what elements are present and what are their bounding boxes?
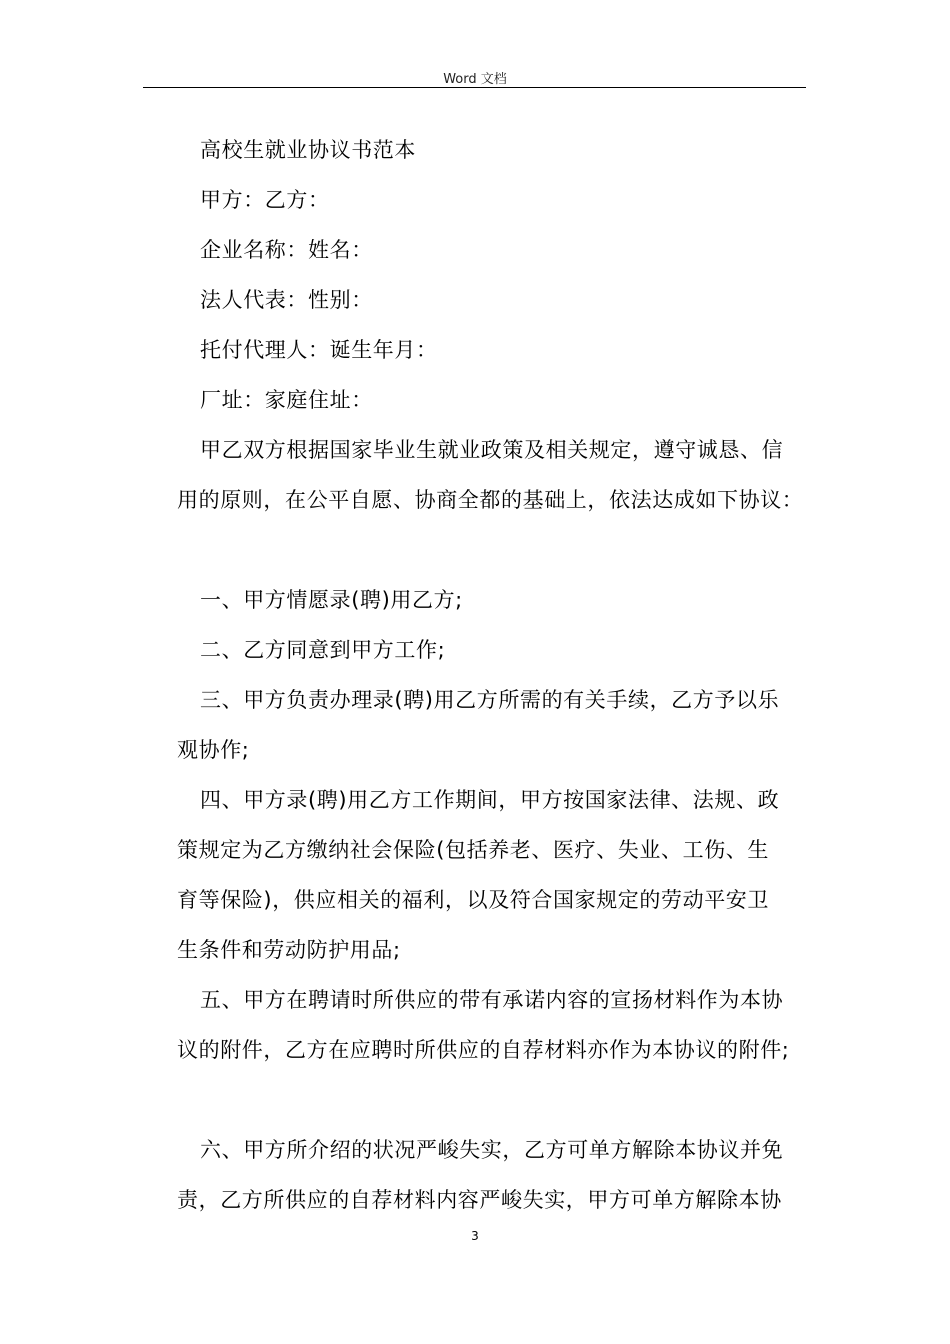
legal-rep-line: 法人代表：性别： xyxy=(200,288,373,312)
company-name-line: 企业名称：姓名： xyxy=(200,238,373,262)
clause-line: 观协作; xyxy=(177,738,250,762)
clause-line: 议的附件，乙方在应聘时所供应的自荐材料亦作为本协议的附件; xyxy=(177,1038,790,1062)
clause-line: 二、乙方同意到甲方工作; xyxy=(200,638,446,662)
clause-line: 五、甲方在聘请时所供应的带有承诺内容的宣扬材料作为本协 xyxy=(200,988,784,1012)
clause-line: 六、甲方所介绍的状况严峻失实，乙方可单方解除本协议并免 xyxy=(200,1138,784,1162)
header-divider xyxy=(143,87,806,88)
clause-line: 策规定为乙方缴纳社会保险(包括养老、医疗、失业、工伤、生 xyxy=(177,838,769,862)
clause-line: 责，乙方所供应的自荐材料内容严峻失实，甲方可单方解除本协 xyxy=(177,1188,782,1212)
address-line: 厂址：家庭住址： xyxy=(200,388,373,412)
clause-line: 三、甲方负责办理录(聘)用乙方所需的有关手续，乙方予以乐 xyxy=(200,688,780,712)
clause-line: 四、甲方录(聘)用乙方工作期间，甲方按国家法律、法规、政 xyxy=(200,788,780,812)
paragraph-line: 甲乙双方根据国家毕业生就业政策及相关规定，遵守诚恳、信 xyxy=(200,438,784,462)
clause-line: 一、甲方情愿录(聘)用乙方; xyxy=(200,588,463,612)
clause-line: 育等保险)，供应相关的福利，以及符合国家规定的劳动平安卫 xyxy=(177,888,769,912)
clause-line: 生条件和劳动防护用品; xyxy=(177,938,401,962)
document-title: 高校生就业协议书范本 xyxy=(200,138,416,162)
page-header: Word 文档 xyxy=(443,72,507,87)
paragraph-line: 用的原则，在公平自愿、协商全都的基础上，依法达成如下协议： xyxy=(177,488,804,512)
page-number: 3 xyxy=(471,1229,479,1243)
party-line: 甲方：乙方： xyxy=(200,188,330,212)
agent-line: 托付代理人：诞生年月： xyxy=(200,338,438,362)
